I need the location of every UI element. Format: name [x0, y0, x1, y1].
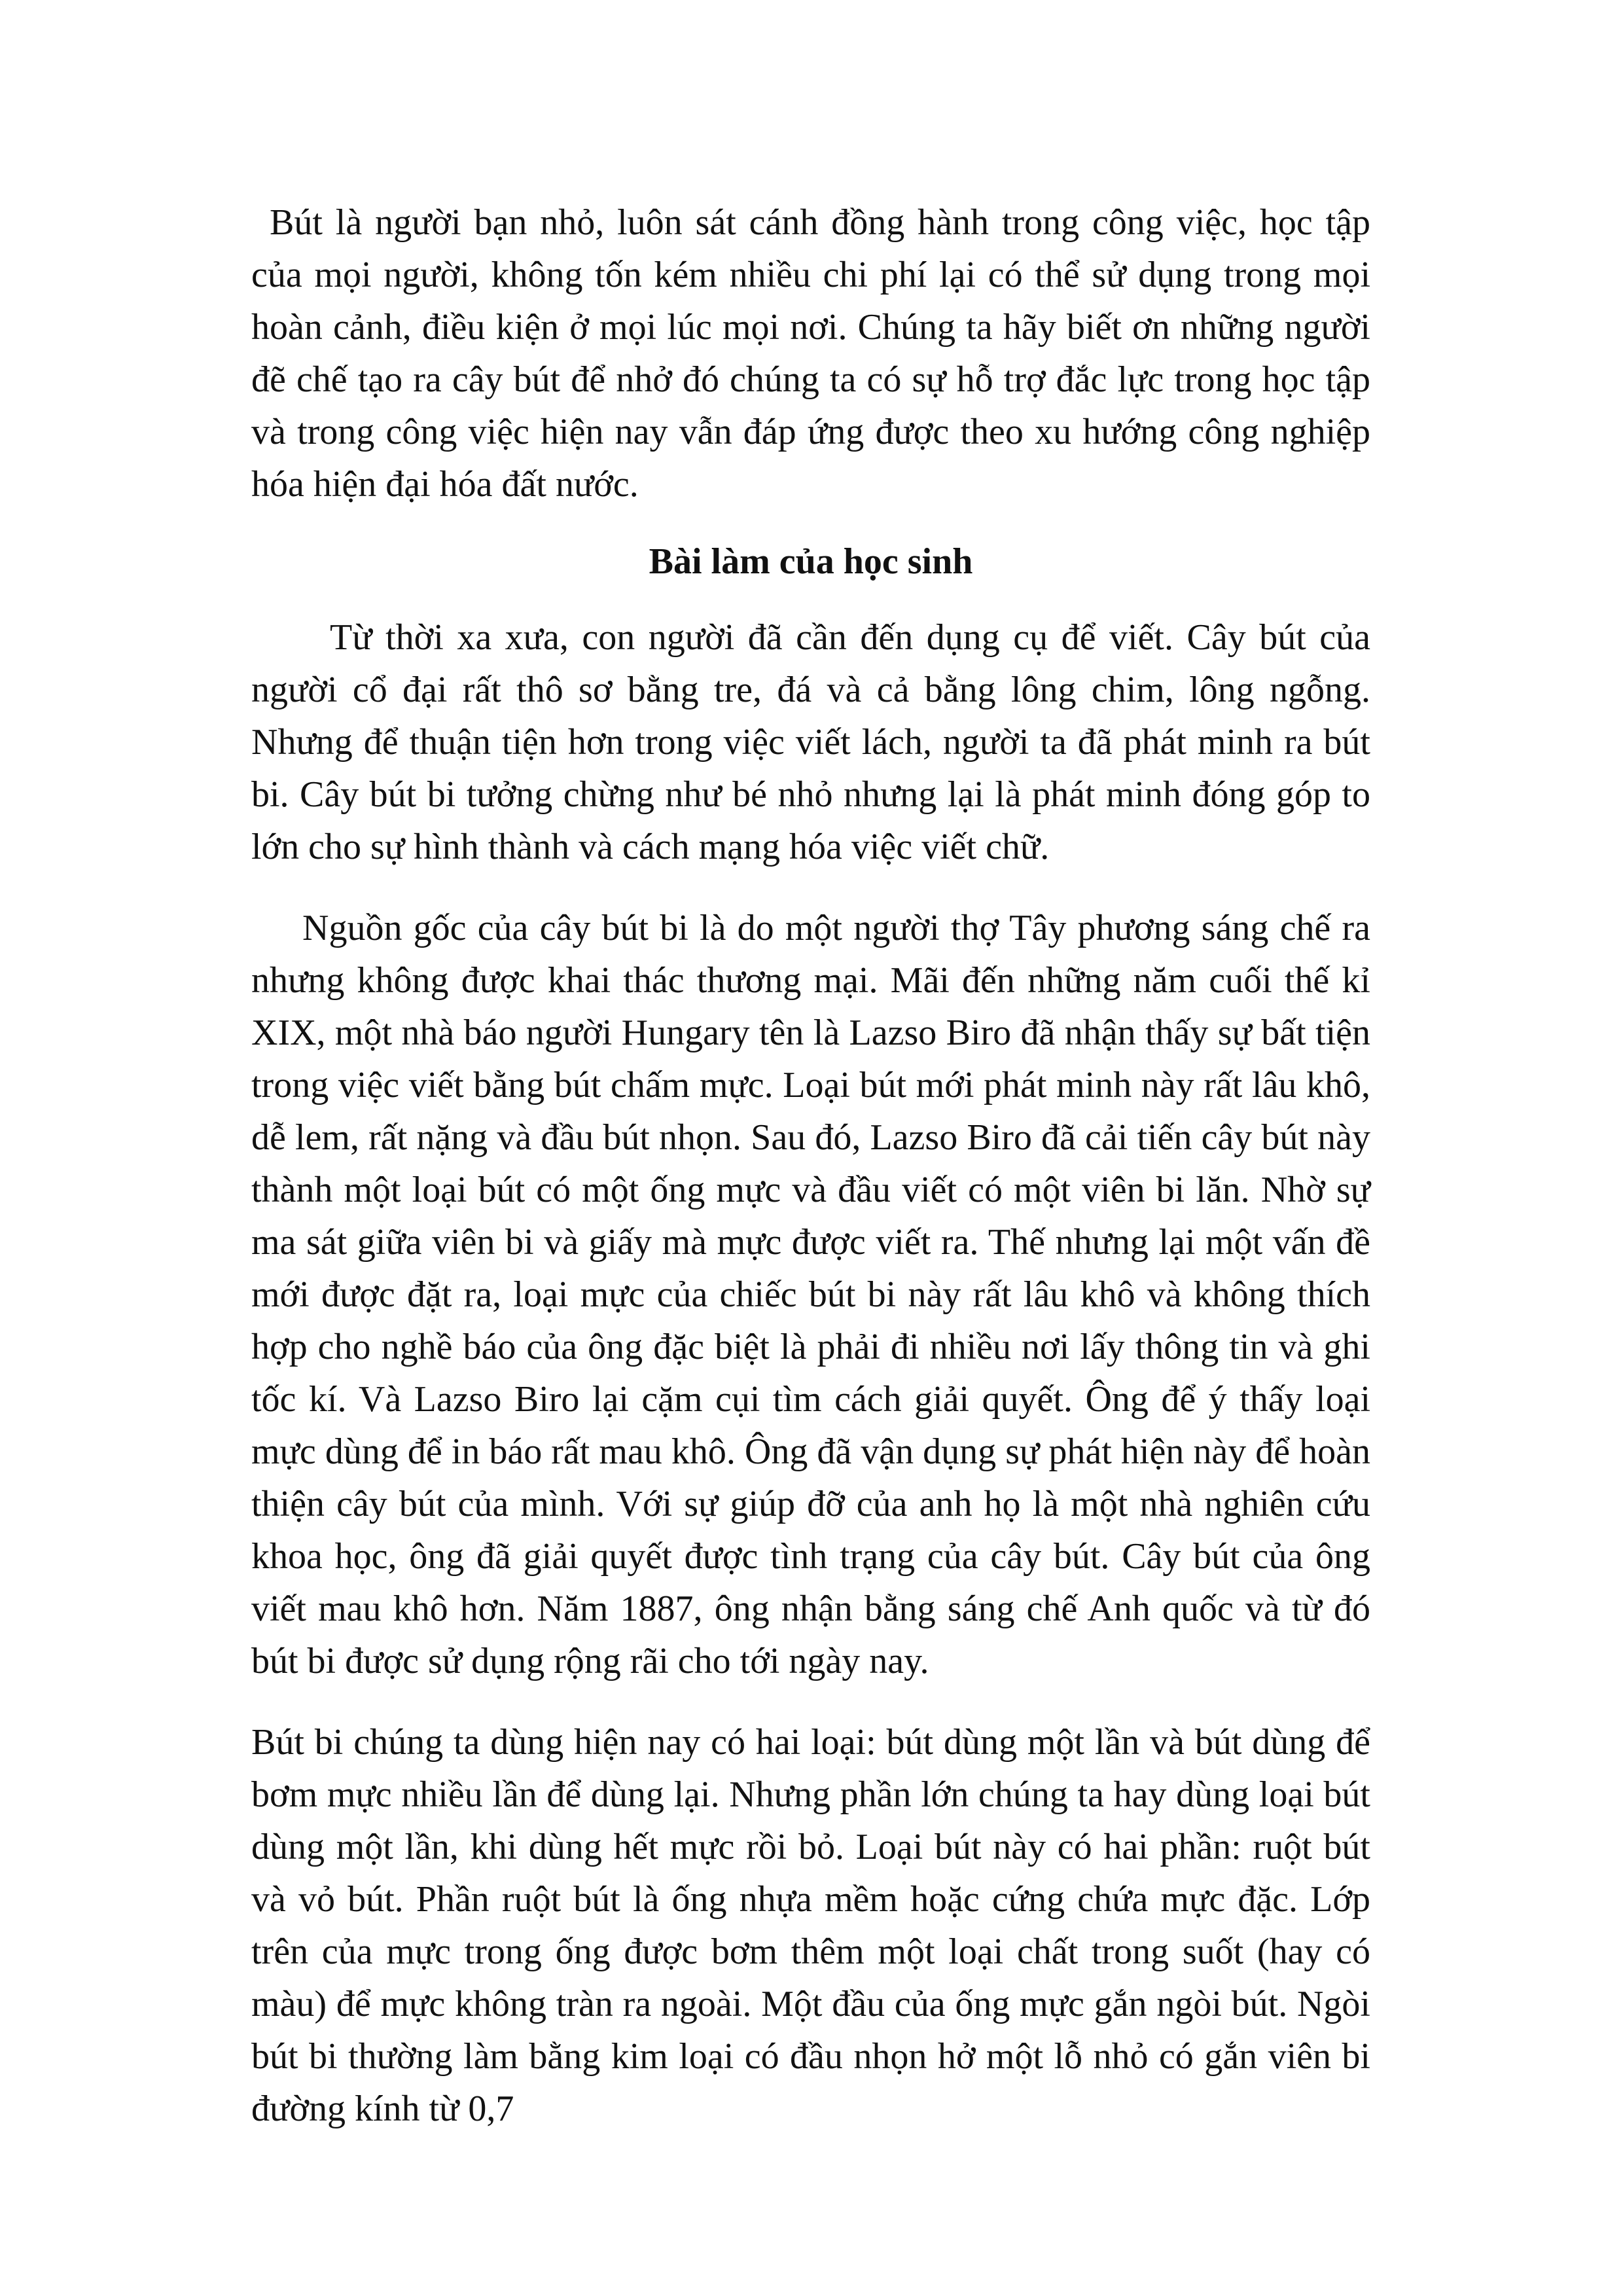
paragraph-origin-of-writing: Từ thời xa xưa, con người đã cần đến dụng cụ để viết. Cây bút của người cổ đại rất thô sơ bằng tre, đá và cả bằng lông chim, lông ngỗng. Nhưng để thuận tiện hơn trong việc viết lách, người ta đã phát minh ra bút bi. Cây bút bi tưởng chừng như bé nhỏ nhưng lại là phát minh đóng góp to lớn cho sự hình thành và cách mạng hóa việc viết chữ.	[251, 617, 1370, 867]
section-heading: Bài làm của học sinh	[649, 541, 973, 582]
document-body	[251, 196, 1370, 2135]
paragraph-history-of-ballpoint: Nguồn gốc của cây bút bi là do một người thợ Tây phương sáng chế ra nhưng không được khai thác thương mại. Mãi đến những năm cuối thế kỉ XIX, một nhà báo người Hungary tên là Lazso Biro đã nhận thấy sự bất tiện trong việc viết bằng bút chấm mực. Loại bút mới phát minh này rất lâu khô, dễ lem, rất nặng và đầu bút nhọn. Sau đó, Lazso Biro đã cải tiến cây bút này thành một loại bút có một ống mực và đầu viết có một viên bi lăn. Nhờ sự ma sát giữa viên bi và giấy mà mực được viết ra. Thế nhưng lại một vấn đề mới được đặt ra, loại mực của chiếc bút bi này rất lâu khô và không thích hợp cho nghề báo của ông đặc biệt là phải đi nhiều nơi lấy thông tin và ghi tốc kí. Và Lazso Biro lại cặm cụi tìm cách giải quyết. Ông để ý thấy loại mực dùng để in báo rất mau khô. Ông đã vận dụng sự phát hiện này để hoàn thiện cây bút của mình. Với sự giúp đỡ của anh họ là một nhà nghiên cứu khoa học, ông đã giải quyết được tình trạng của cây bút. Cây bút của ông viết mau khô hơn. Năm 1887, ông nhận bằng sáng chế Anh quốc và từ đó bút bi được sử dụng rộng rãi cho tới ngày nay.	[251, 908, 1370, 1681]
intro-paragraph: Bút là người bạn nhỏ, luôn sát cánh đồng hành trong công việc, học tập của mọi người, không tốn kém nhiều chi phí lại có thể sử dụng trong mọi hoàn cảnh, điều kiện ở mọi lúc mọi nơi. Chúng ta hãy biết ơn những người đẽ chế tạo ra cây bút để nhở đó chúng ta có sự hỗ trợ đắc lực trong học tập và trong công việc hiện nay vẫn đáp ứng được theo xu hướng công nghiệp hóa hiện đại hóa đất nước.	[251, 202, 1370, 505]
paragraph-structure-of-ballpoint: Bút bi chúng ta dùng hiện nay có hai loại: bút dùng một lần và bút dùng để bơm mực nhiều lần để dùng lại. Nhưng phần lớn chúng ta hay dùng loại bút dùng một lần, khi dùng hết mực rồi bỏ. Loại bút này có hai phần: ruột bút và vỏ bút. Phần ruột bút là ống nhựa mềm hoặc cứng chứa mực đặc. Lớp trên của mực trong ống được bơm thêm một loại chất trong suốt (hay có màu) để mực không tràn ra ngoài. Một đầu của ống mực gắn ngòi bút. Ngòi bút bi thường làm bằng kim loại có đầu nhọn hở một lỗ nhỏ có gắn viên bi đường kính từ 0,7	[251, 1722, 1370, 2129]
